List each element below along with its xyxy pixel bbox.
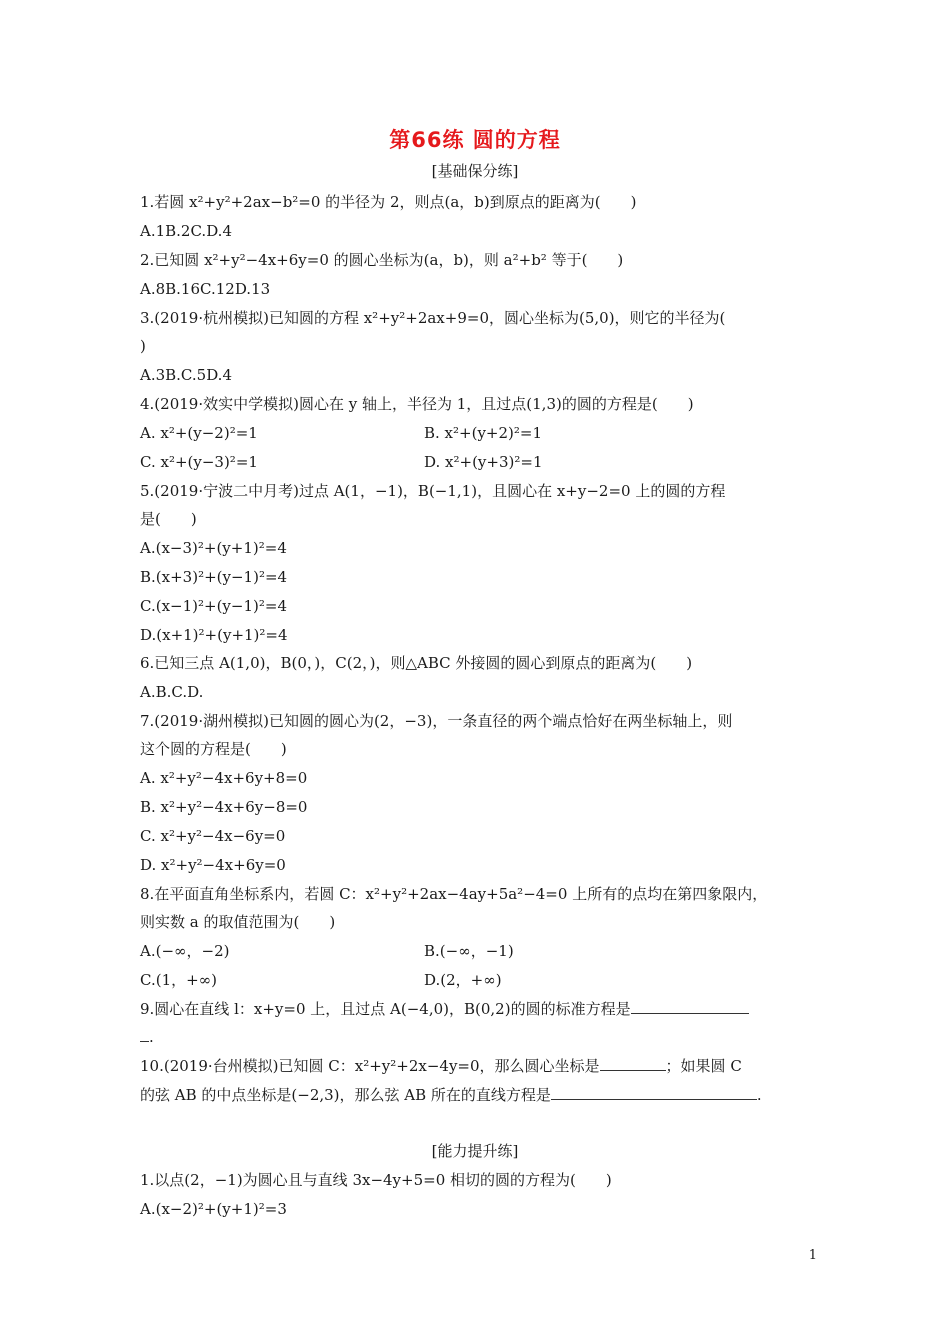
question-7-option-a: A. x²+y²−4x+6y+8=0 [140,769,308,787]
question-8-option-d: D.(2，+∞) [424,971,502,989]
question-5-cont: 是( ) [140,510,197,528]
question-5-option-a: A.(x−3)²+(y+1)²=4 [140,539,287,557]
question-7-option-b: B. x²+y²−4x+6y−8=0 [140,798,308,816]
answer-blank [551,1085,757,1100]
question-7-option-c: C. x²+y²−4x−6y=0 [140,827,286,845]
question-5: 5.(2019·宁波二中月考)过点 A(1，−1)，B(−1,1)，且圆心在 x+y−2=0 上的圆的方程 [140,482,726,500]
question-9 [140,999,749,1019]
page-title: 第66练 圆的方程 [389,128,561,152]
question-1-options: A.1B.2C.D.4 [140,222,232,240]
question-3-cont: ) [140,337,146,355]
question-5-option-d: D.(x+1)²+(y+1)²=4 [140,626,288,644]
question-8-option-c: C.(1，+∞) [140,971,218,989]
advanced-question-1: 1.以点(2，−1)为圆心且与直线 3x−4y+5=0 相切的圆的方程为( ) [140,1171,612,1189]
question-4-option-b: B. x²+(y+2)²=1 [424,424,543,442]
question-10 [140,1056,742,1076]
question-9-cont [140,1027,154,1047]
question-2-options: A.8B.16C.12D.13 [140,280,271,298]
question-5-option-b: B.(x+3)²+(y−1)²=4 [140,568,288,586]
question-6-options: A.B.C.D. [140,683,204,701]
question-4-option-a: A. x²+(y−2)²=1 [140,424,258,442]
question-7: 7.(2019·湖州模拟)已知圆的圆心为(2，−3)，一条直径的两个端点恰好在两坐标轴上，则 [140,712,733,730]
question-9-end: . [149,1028,154,1046]
question-10-text: 10.(2019·台州模拟)已知圆 C：x²+y²+2x−4y=0，那么圆心坐标是 [140,1057,600,1075]
question-10-text-2: ；如果圆 C [665,1057,742,1075]
question-10-cont [140,1085,762,1105]
question-4-option-d: D. x²+(y+3)²=1 [424,453,543,471]
answer-blank [631,999,749,1014]
question-3: 3.(2019·杭州模拟)已知圆的方程 x²+y²+2ax+9=0，圆心坐标为(5,0)，则它的半径为( [140,309,726,327]
question-8-option-b: B.(−∞，−1) [424,942,514,960]
question-8-cont: 则实数 a 的取值范围为( ) [140,913,336,931]
question-9-text: 9.圆心在直线 l：x+y=0 上，且过点 A(−4,0)，B(0,2)的圆的标准方程是 [140,1000,631,1018]
section-heading-basic: [基础保分练] [431,162,519,180]
question-4: 4.(2019·效实中学模拟)圆心在 y 轴上，半径为 1，且过点(1,3)的圆的方程是( ) [140,395,694,413]
answer-blank [140,1027,149,1042]
question-2: 2.已知圆 x²+y²−4x+6y=0 的圆心坐标为(a，b)，则 a²+b² 等于( ) [140,251,624,269]
question-8: 8.在平面直角坐标系内，若圆 C：x²+y²+2ax−4ay+5a²−4=0 上所有的点均在第四象限内， [140,885,768,903]
question-10-end: . [756,1086,762,1104]
question-6: 6.已知三点 A(1,0)，B(0，)，C(2，)，则△ABC 外接圆的圆心到原点的距离为( ) [140,654,693,672]
answer-blank [600,1056,666,1071]
question-1: 1.若圆 x²+y²+2ax−b²=0 的半径为 2，则点(a，b)到原点的距离为( ) [140,193,637,211]
section-heading-advanced: [能力提升练] [431,1142,519,1160]
question-7-cont: 这个圆的方程是( ) [140,740,287,758]
advanced-question-1-option-a: A.(x−2)²+(y+1)²=3 [140,1200,287,1218]
question-7-option-d: D. x²+y²−4x+6y=0 [140,856,286,874]
question-8-option-a: A.(−∞，−2) [140,942,230,960]
question-10-text-3: 的弦 AB 的中点坐标是(−2,3)，那么弦 AB 所在的直线方程是 [140,1086,551,1104]
question-5-option-c: C.(x−1)²+(y−1)²=4 [140,597,287,615]
page-number: 1 [808,1248,817,1263]
question-4-option-c: C. x²+(y−3)²=1 [140,453,258,471]
question-3-options: A.3B.C.5D.4 [140,366,232,384]
